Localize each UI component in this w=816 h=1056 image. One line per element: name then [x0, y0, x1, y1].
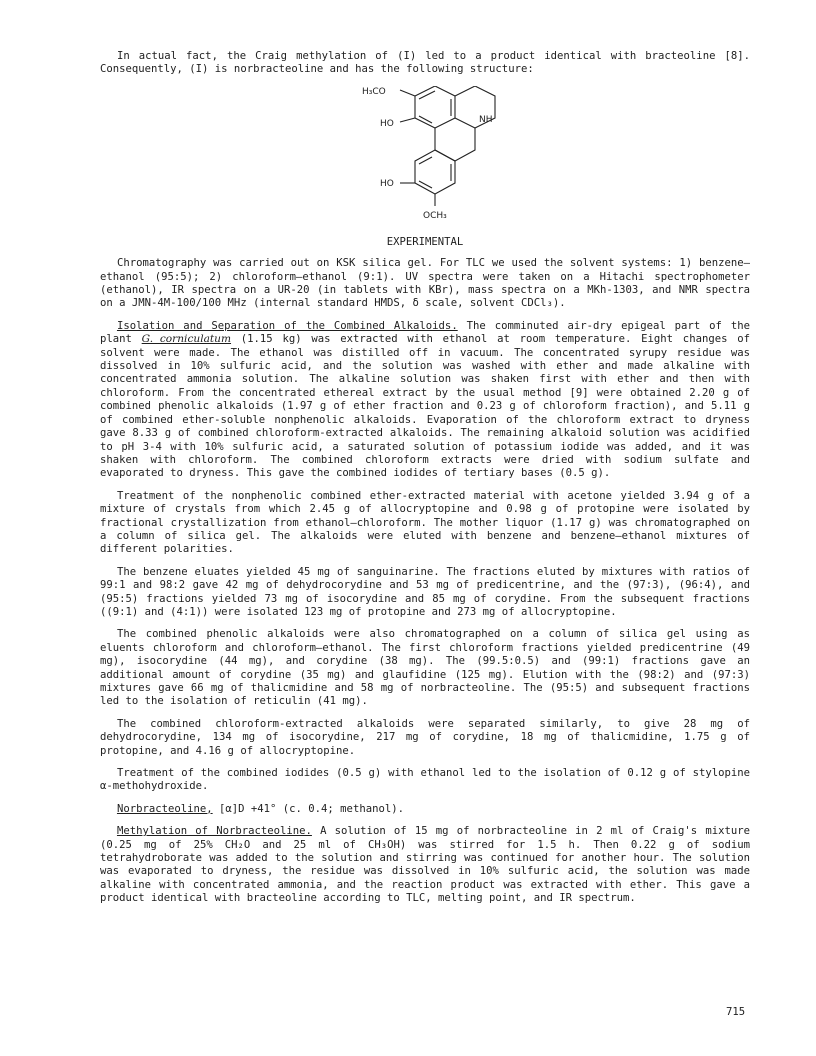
ring-d [415, 150, 455, 194]
paragraph-methylation [100, 825, 750, 905]
paragraph-isolation [100, 320, 750, 481]
label-h3co: H₃CO [362, 86, 386, 97]
text-column [100, 50, 750, 915]
ring-a [415, 86, 455, 128]
isolation-text-a: The comminuted air-dry epigeal part of the plant [100, 319, 750, 346]
ring-c [435, 128, 475, 161]
intro-paragraph: In actual fact, the Craig methylation of (I) led to a product identical with bracteoline [8]. Consequently, (I) is norbracteoline and has the following structure: [100, 50, 750, 76]
norbracteoline-structure-diagram [360, 86, 500, 226]
label-och3: OCH₃ [423, 210, 447, 221]
section-heading: EXPERIMENTAL [386, 235, 464, 248]
page-number: 715 [726, 1006, 746, 1018]
paragraph-norbracteoline [100, 803, 750, 816]
chemical-structure [100, 86, 750, 226]
paragraph-chloroform-extracted: The combined chloroform-extracted alkaloids were separated similarly, to give 28 mg of dehydrocorydine, 134 mg of isocorydine, 217 mg of corydine, 18 mg of thalicmidine, 1.75 g of protopine, and 4.16 g of allocryptopine. [100, 717, 750, 757]
label-ho-bottom: HO [380, 178, 394, 189]
label-nh: NH [479, 114, 493, 125]
isolation-text-b: (1.15 kg) was extracted with ethanol at room temperature. Eight changes of solvent were made. The ethanol was distilled off in vacuum. The concentrated syrupy residue was dissolved in 10% sulfuric acid, and the solution was washed with ether and made alkaline with concentrated ammonia solution. The alkaline solution was shaken first with ether and then with chloroform. From the concentrated ethereal extract by the usual method [9] were obtained 2.20 g of combined phenolic alkaloids (1.97 g of ether fraction and 0.23 g of chloroform fraction), and 5.11 g of combined ether-soluble nonphenolic alkaloids. Evaporation of the chloroform extract to dryness gave 8.33 g of combined chloroform-extracted alkaloids. The remaining alkaloid solution was acidified to pH 3-4 with 10% sulfuric acid, a saturated solution of potassium iodide was added, and it was shaken with chloroform. The combined chloroform extracts were dried with sodium sulfate and evaporated to dryness. This gave the combined iodides of tertiary bases (0.5 g). [100, 333, 750, 480]
norbracteoline-title: Norbracteoline, [116, 802, 213, 815]
methylation-text: A solution of 15 mg of norbracteoline in 2 ml of Craig's mixture (0.25 mg of 25% CH₂O and 25 ml of CH₃OH) was stirred for 1.5 h. Then 0.22 g of sodium tetrahydroborate was added to the solution and stirring was continued for another hour. The solution was evaporated to dryness, the residue was dissolved in 10% sulfuric acid, the solution was made alkaline with concentrated ammonia, and the reaction product was extracted with ether. This gave a product identical with bracteoline according to TLC, melting point, and IR spectrum. [100, 825, 750, 905]
paragraph-benzene-eluates: The benzene eluates yielded 45 mg of sanguinarine. The fractions eluted by mixtures with ratios of 99:1 and 98:2 gave 42 mg of dehydrocorydine and 53 mg of predicentrine, and the (97:3), (96:4), and (95:5) fractions yielded 73 mg of isocorydine and 85 mg of corydine. From the subsequent fractions ((9:1) and (4:1)) were isolated 123 mg of protopine and 273 mg of allocryptopine. [100, 565, 750, 618]
paragraph-iodides: Treatment of the combined iodides (0.5 g) with ethanol led to the isolation of 0.12 g of stylopine α-methohydroxide. [100, 767, 750, 793]
paragraph-methods: Chromatography was carried out on KSK silica gel. For TLC we used the solvent systems: 1) benzene—ethanol (95:5); 2) chloroform—ethanol (9:1). UV spectra were taken on a Hitachi spectrophometer (ethanol), IR spectra on a UR-20 (in tablets with KBr), mass spectra on a MKh-1303, and NMR spectra on a JMN-4M-100/100 MHz (internal standard HMDS, δ scale, solvent CDCl₃). [100, 257, 750, 310]
label-ho-top: HO [380, 118, 394, 129]
paragraph-phenolic: The combined phenolic alkaloids were also chromatographed on a column of silica gel using as eluents chloroform and chloroform—ethanol. The first chloroform fractions yielded predicentrine (49 mg), isocorydine (44 mg), and corydine (38 mg). The (99.5:0.5) and (99:1) fractions gave an additional amount of corydine (35 mg) and glaufidine (125 mg). Elution with the (98:2) and (97:3) mixtures gave 66 mg of thalicmidine and 58 mg of norbracteoline. The (95:5) and subsequent fractions led to the isolation of reticulin (41 mg). [100, 628, 750, 708]
species-name: G. corniculatum [141, 333, 232, 346]
methylation-title: Methylation of Norbracteoline. [116, 825, 312, 838]
paragraph-nonphenolic: Treatment of the nonphenolic combined ether-extracted material with acetone yielded 3.94 g of a mixture of crystals from which 2.45 g of allocryptopine and 0.98 g of protopine were isolated by fractional crystallization from ethanol—chloroform. The mother liquor (1.17 g) was chromatographed on a column of silica gel. The alkaloids were eluted with benzene and benzene—ethanol mixtures of different polarities. [100, 489, 750, 556]
isolation-title: Isolation and Separation of the Combined Alkaloids. [116, 319, 458, 332]
norbracteoline-rotation: [α]D +41° (c. 0.4; methanol). [212, 802, 404, 815]
